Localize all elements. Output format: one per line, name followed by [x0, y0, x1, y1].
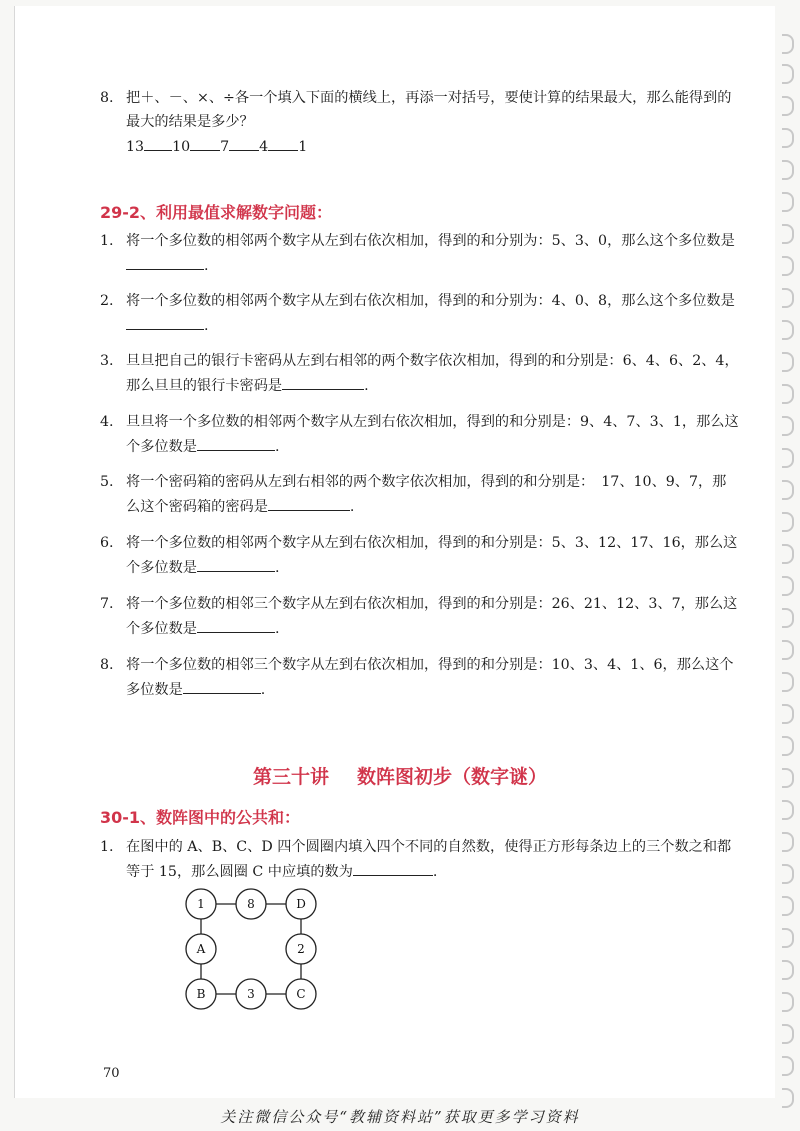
label-top-left: 1 — [197, 897, 205, 911]
answer-blank[interactable] — [126, 253, 204, 270]
expression-line: 13 10 7 4 1 — [126, 134, 740, 159]
section-heading-30-1: 30-1、数阵图中的公共和： — [100, 808, 301, 827]
lecture-title: 第三十讲 数阵图初步（数字谜） — [252, 766, 548, 788]
answer-blank[interactable] — [282, 373, 364, 390]
question-item: 6. 将一个多位数的相邻两个数字从左到右依次相加，得到的和分别是：5、3、12、17、16，那么这个多位数是 . — [100, 535, 738, 576]
number-square-diagram — [180, 886, 325, 1011]
question-item: 1. 在图中的 A、B、C、D 四个圆圈内填入四个不同的自然数，使得正方形每条边上的三个数之和都等于 15，那么圆圈 C 中应填的数为 . — [100, 839, 732, 880]
label-bottom-middle: 3 — [247, 987, 255, 1001]
question-item: 8. 将一个多位数的相邻三个数字从左到右依次相加，得到的和分别是：10、3、4、1、6，那么这个多位数是 . — [100, 657, 734, 698]
question-item: 3. 旦旦把自己的银行卡密码从左到右相邻的两个数字依次相加，得到的和分别是：6、4、6、2、4，那么旦旦的银行卡密码是 . — [100, 353, 739, 394]
answer-blank[interactable] — [197, 616, 275, 633]
question-item: 1. 将一个多位数的相邻两个数字从左到右依次相加，得到的和分别为：5、3、0，那么这个多位数是. — [100, 233, 735, 274]
question-item: 7. 将一个多位数的相邻三个数字从左到右依次相加，得到的和分别是：26、21、12、3、7，那么这个多位数是 . — [100, 596, 738, 637]
question-8-operators: 8. 把＋、－、×、÷各一个填入下面的横线上，再添一对括号，要使计算的结果最大，那么能得到的最大的结果是多少？ 13 10 7 4 1 — [100, 86, 740, 159]
label-a: A — [196, 942, 206, 956]
answer-blank[interactable] — [353, 859, 433, 876]
answer-blank[interactable] — [183, 677, 261, 694]
footer-note: 关注微信公众号“教辅资料站”获取更多学习资料 — [220, 1108, 580, 1126]
question-item: 5. 将一个密码箱的密码从左到右相邻的两个数字依次相加，得到的和分别是： 17、10、9、7，那么这个密码箱的密码是 . — [100, 474, 727, 515]
label-d: D — [296, 897, 306, 911]
answer-blank[interactable] — [197, 434, 275, 451]
answer-blank[interactable] — [126, 313, 204, 330]
question-text: 把＋、－、×、÷各一个填入下面的横线上，再添一对括号，要使计算的结果最大，那么能得到的最大的结果是多少？ — [126, 90, 732, 130]
label-b: B — [196, 987, 206, 1001]
section-heading-29-2: 29-2、利用最值求解数字问题： — [100, 203, 333, 222]
spiral-binding — [774, 0, 800, 1131]
answer-blank[interactable] — [268, 494, 350, 511]
label-c: C — [296, 987, 306, 1001]
question-item: 2. 将一个多位数的相邻两个数字从左到右依次相加，得到的和分别为：4、0、8，那么这个多位数是. — [100, 293, 735, 334]
question-item: 4. 旦旦将一个多位数的相邻两个数字从左到右依次相加，得到的和分别是：9、4、7、3、1，那么这个多位数是 . — [100, 414, 739, 455]
answer-blank[interactable] — [197, 555, 275, 572]
label-top-middle: 8 — [247, 897, 255, 911]
label-middle-right: 2 — [297, 942, 305, 956]
page-number: 70 — [103, 1066, 120, 1081]
